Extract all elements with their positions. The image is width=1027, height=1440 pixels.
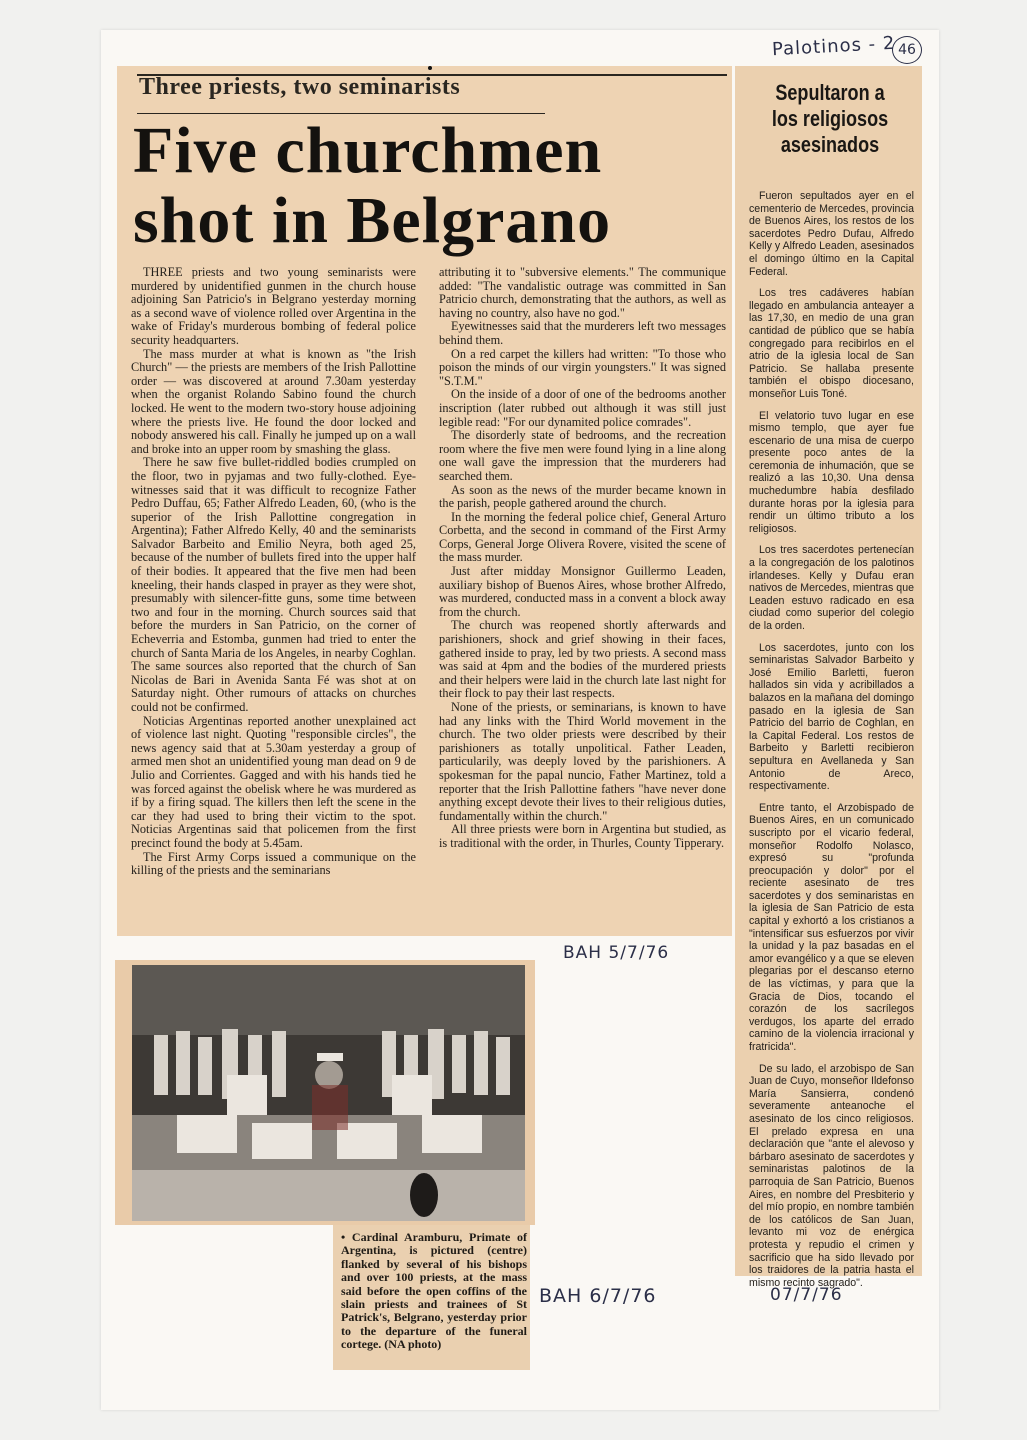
paragraph: Los sacerdotes, junto con los seminaristas Salvador Barbeito y José Emilio Barletti, fueron hallados sin vida y acribillados a balazos en la mañana del domingo pasado en la iglesia de San Patricio del barrio de Coghlan, en la Capital Federal. Los restos de Barbeito y Barletti recibieron sepultura en Avellaneda y San Antonio de Areco, respectivamente. [749,641,914,793]
paragraph: On the inside of a door of one of the bedrooms another inscription (later rubbed out although it was still just legible read: "For our dynamited police comrades". [439,387,726,429]
paragraph: Eyewitnesses said that the murderers left two messages behind them. [439,319,726,347]
paragraph: Fueron sepultados ayer en el cementerio de Mercedes, provincia de Buenos Aires, los restos de los sacerdotes Pedro Dufau, Alfredo Kelly y Alfredo Leaden, asesinados el domingo último en la Capital Federal. [749,190,914,278]
side-headline: Sepultaron a los religiosos asesinados [771,80,889,157]
paragraph: The church was reopened shortly afterwards and parishioners, shock and grief showing in their faces, gathered inside to pray, led by two priests. A second mass was said at 4pm and the bodies of the murdered priests and their helpers were laid in the church late last night for their flock to pay their last respects. [439,618,726,701]
paragraph: Just after midday Monsignor Guillermo Leaden, auxiliary bishop of Buenos Aires, whose brother Alfredo, was murdered, conducted mass in a convent a block away from the church. [439,564,726,619]
paragraph: On a red carpet the killers had written: "To those who poison the minds of our virgin youngsters." It was signed "S.T.M." [439,346,726,388]
paragraph: The First Army Corps issued a communique on the killing of the priests and the seminarians [131,849,416,878]
side-article-body [749,190,914,1298]
handwritten-date-side: 07/7/76 [770,1285,843,1305]
page-number-circle: 46 [892,36,922,64]
paragraph: There he saw five bullet-riddled bodies crumpled on the floor, two in pyjamas and two fully-clothed. Eye-witnesses said that it was difficult to recognize Father Pedro Duffau, 65; Father Alfredo Leaden, 60, (who is the superior of the Irish Pallottine congregation in Argentina); Father Alfredo Kelly, 40 and the seminarists Salvador Barbeito and Emilio Neyra, both aged 25, because of the number of bullets fired into the upper half of their bodies. It appeared that the five men had been kneeling, their hands clasped in prayer as they were shot, presumably with silencer-fitte guns, some time between two and four in the morning. Church sources said that before the murders in San Patricio, on the corner of Echeverria and Estomba, gunmen had tried to enter the church of Santa Maria de los Angeles, in nearby Coghlan. The same sources also reported that the church of San Nicolas de Bari in Avenida Santa Fé was shot at on Saturday night. Other rumours of attacks on churches could not be confirmed. [131,455,416,714]
handwritten-date-main: BAH 5/7/76 [563,943,670,963]
paragraph: Entre tanto, el Arzobispado de Buenos Aires, en un comunicado suscripto por el vicario federal, monseñor Rodolfo Nolasco, expresó su "profunda preocupación y dolor" por el reciente asesinato de tres sacerdotes y dos seminaristas en la iglesia de San Patricio de esta capital y exhortó a los cristianos a "intensificar sus esfuerzos por vivir la unidad y la paz basadas en el amor evangélico y a que se eleven plegarias por el descanso eterno de las víctimas, y para que la Gracia de Dios, tocando el corazón de los sacrílegos verdugos, los aparte del errado camino de la violencia irracional y fratricida". [749,801,914,1053]
paragraph: THREE priests and two young seminarists were murdered by unidentified gunmen in the church house adjoining San Patricio's in Belgrano yesterday morning as a second wave of violence rolled over Argentina in the wake of Friday's murderous bombing of federal police security headquarters. [131,265,416,347]
side-article-clipping [735,66,922,1289]
handwritten-date-photo: BAH 6/7/76 [539,1285,657,1307]
paragraph: As soon as the news of the murder became known in the parish, people gathered around the church. [439,482,726,511]
main-article-clipping [117,66,732,936]
paragraph: In the morning the federal police chief, General Arturo Corbetta, and the second in command of the First Army Corps, General Jorge Olivera Rovere, visited the scene of the mass murder. [439,509,726,565]
paragraph: None of the priests, or seminarians, is known to have had any links with the Third World movement in the church. The two older priests were described by their parishioners as totally unpolitical. Father Leaden, particularily, was deeply loved by the parishioners. A spokesman for the papal nuncio, Father Martinez, told a reporter that the Irish Pallottine fathers "have never done anything except devote their lives to their religious duties, fundamentally within the church." [439,700,726,823]
photo-clipping [115,960,535,1225]
paragraph: The disorderly state of bedrooms, and the recreation room where the five men were found lying in a line along one wall gave the impression that the murderers had searched them. [439,428,726,483]
article-column-1 [131,266,416,878]
paragraph: De su lado, el arzobispo de San Juan de Cuyo, monseñor Ildefonso María Sansierra, condenó severamente anteanoche el asesinato de los cinco religiosos. El prelado expresa en una declaración que "ante el alevoso y bárbaro asesinato de sacerdotes y seminaristas palotinos de la parroquia de San Patricio, Buenos Aires, en nombre del Presbiterio y del mío propio, en nombre también de los católicos de San Juan, levanto mi voz de enérgica protesta y repudio el crimen y sacrificio que ha sido llevado por los traidores de la patria hasta el mismo recinto sagrado". [749,1062,914,1289]
ink-dot [428,66,432,70]
paragraph: Los tres cadáveres habían llegado en ambulancia anteayer a las 17,30, en medio de una gran cantidad de público que se había congregado para recibirlos en el atrio de la iglesia local de San Patricio. Se hallaba presente también el obispo diocesano, monseñor Luis Toné. [749,287,914,400]
paragraph: The mass murder at what is known as "the Irish Church" — the priests are members of the Irish Pallottine order — was discovered at around 7.30am yesterday when the organist Rolando Sabino found the church locked. He went to the modern two-story house adjoining where the priests live. He found the door locked and nobody answered his call. Finally he jumped up on a wall and broke into an upper room by smashing the glass. [131,346,416,456]
paragraph: El velatorio tuvo lugar en ese mismo templo, que ayer fue escenario de una misa de cuerpo presente poco antes de la ceremonia de inhumación, que se realizó a las 10,30. Una densa muchedumbre había desfilado durante horas por la iglesia para rendir un último tributo a los religiosos. [749,409,914,535]
handwritten-top-note: Palotinos - 2 [771,32,896,61]
paragraph: Noticias Argentinas reported another unexplained act of violence last night. Quoting "responsible circles", the news agency said that at 5.30am yesterday a group of armed men shot an unidentified young man dead on 9 de Julio and Corrientes. Gagged and with his hands tied he was forced against the obelisk where he was murdered as if by a firing squad. The killers then left the scene in the car they had used to bring their victim to the spot. Noticias Argentinas said that policemen from the first precinct found the body at 5.45am. [131,713,416,850]
funeral-mass-photo-graphic [132,965,525,1221]
photo-caption-clipping [333,1225,530,1370]
paragraph: All three priests were born in Argentina but studied, as is traditional with the order, in Thurles, County Tipperary. [439,822,726,850]
photo-caption: • Cardinal Aramburu, Primate of Argentina, is pictured (centre) flanked by several of his bishops and over 100 priests, at the mass said before the open coffins of the slain priests and trainees of St Patrick's, Belgrano, yesterday prior to the departure of the funeral cortege. (NA photo) [341,1230,527,1352]
paragraph: Los tres sacerdotes pertenecían a la congregación de los palotinos irlandeses. Kelly y Dufau eran nativos de Mercedes, mientras que Leaden estuvo radicado en esa ciudad como superior del colegio de la orden. [749,544,914,632]
paragraph: attributing it to "subversive elements." The communique added: "The vandalistic outrage was committed in San Patricio church, demonstrating that the authors, as well as having no country, also have no god." [439,265,726,320]
article-kicker: Three priests, two seminarists [139,74,461,100]
article-column-2 [439,266,726,851]
article-headline: Five churchmen shot in Belgrano [133,114,612,257]
funeral-mass-photo [132,965,525,1221]
